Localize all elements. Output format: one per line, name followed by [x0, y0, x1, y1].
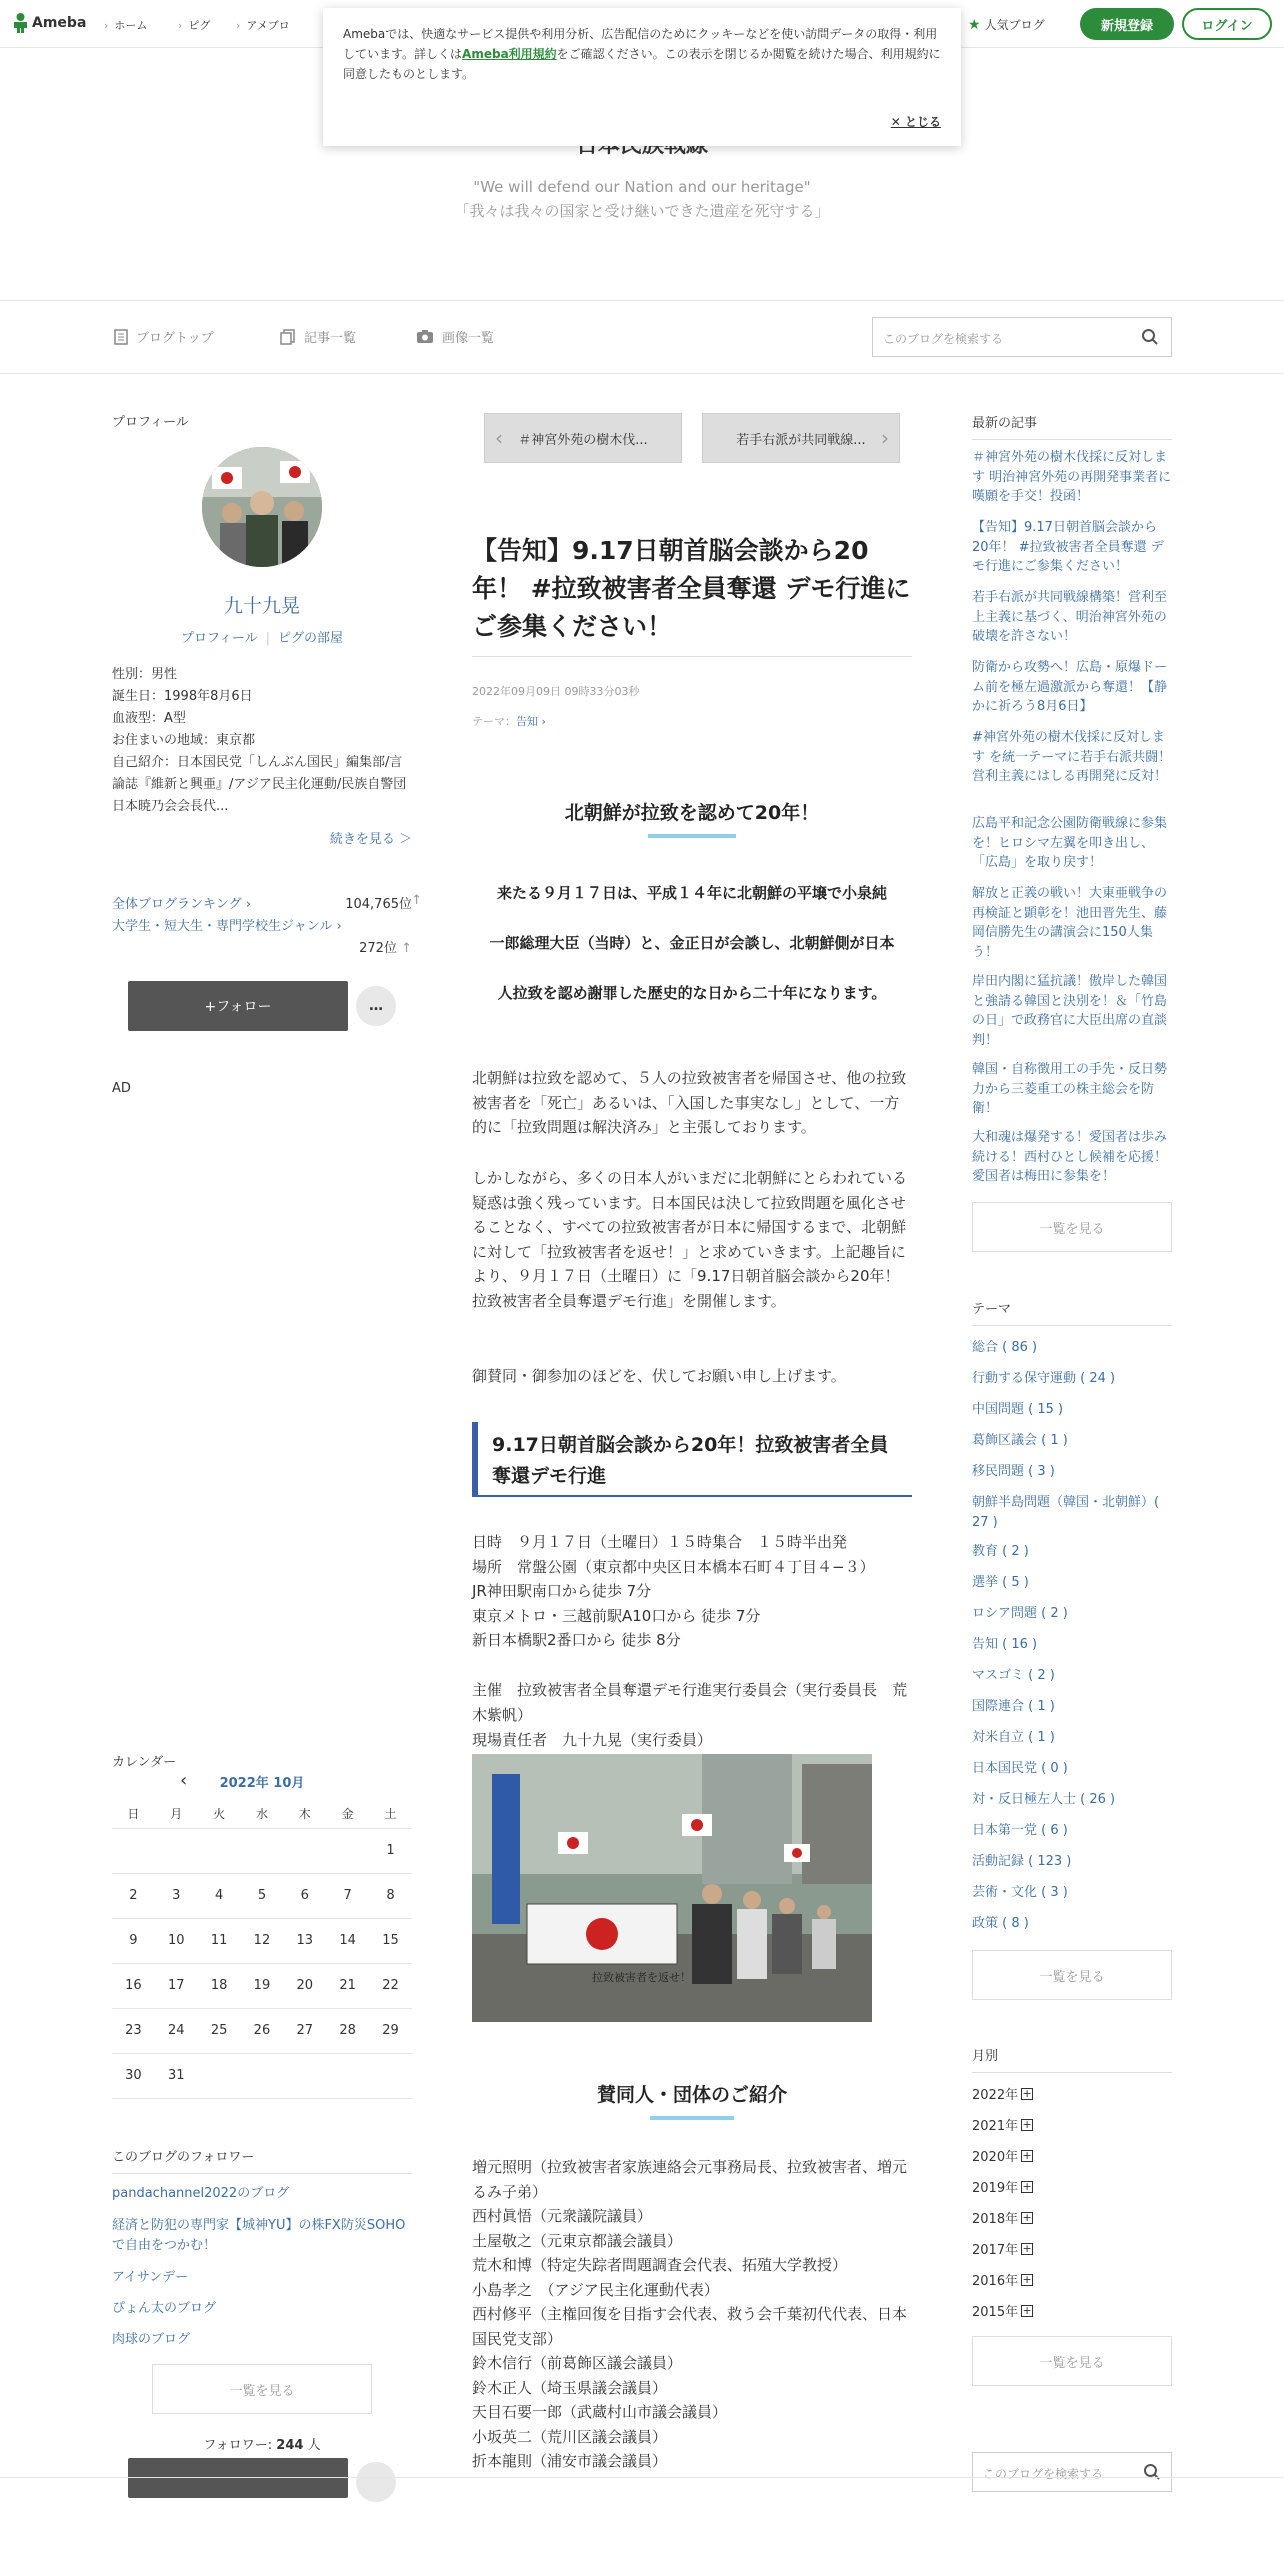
info-line: JR神田駅南口から徒歩 7分 — [472, 1582, 652, 1600]
recent-heading: 最新の記事 — [972, 412, 1172, 440]
document-icon — [114, 329, 128, 345]
weekday: 金 — [326, 1800, 369, 1828]
calendar-day: 20 — [283, 1963, 326, 2008]
tagline-ja: 「我々は我々の国家と受け継いできた遺産を死守する」 — [454, 202, 830, 220]
supporter: 西村修平（主権回復を目指す会代表、救う会千葉初代代表、日本国民党支部） — [472, 2305, 908, 2348]
theme-item[interactable]: マスゴミ ( 2 ) — [972, 1668, 1055, 1683]
theme-item[interactable]: 日本国民党 ( 0 ) — [972, 1761, 1068, 1776]
calendar-day: 7 — [326, 1873, 369, 1918]
theme-item[interactable]: 葛飾区議会 ( 1 ) — [972, 1433, 1068, 1448]
calendar-heading: カレンダー — [112, 1755, 177, 1770]
recent-item[interactable]: ＃神宮外苑の樹木伐採に反対します 明治神宮外苑の再開発事業者に嘆願を手交！投函！ — [972, 450, 1172, 504]
more-options-button[interactable]: … — [356, 986, 396, 1026]
avatar[interactable] — [202, 447, 322, 567]
archive-year[interactable]: 2019年 + — [972, 2179, 1032, 2196]
calendar-day: 11 — [198, 1918, 241, 1963]
more-options-button-bottom[interactable] — [356, 2462, 396, 2502]
organizer: 主催 拉致被害者全員奪還デモ行進実行委員会（実行委員長 荒木紫帆） — [472, 1681, 908, 1724]
event-heading: 9.17日朝首脳会談から20年！拉致被害者全員奪還デモ行進 — [472, 1422, 912, 1497]
ranking-overall-value: 104,765位 — [345, 897, 412, 912]
expand-icon[interactable]: + — [1022, 2148, 1032, 2162]
chevron-right-icon: › — [881, 426, 889, 450]
lead-line: 一郎総理大臣（当時）と、金正日が会談し、北朝鮮側が日本 — [489, 934, 895, 952]
theme-item[interactable]: 活動記録 ( 123 ) — [972, 1854, 1072, 1869]
weekday: 月 — [155, 1800, 198, 1828]
recent-item[interactable]: 防衛から攻勢へ！広島・原爆ドーム前を極左過激派から奪還！【静かに祈ろう8月6日】 — [972, 660, 1168, 714]
calendar-day: 30 — [112, 2053, 155, 2098]
profile-location: お住まいの地域：東京都 — [112, 733, 256, 748]
calendar-day: 9 — [112, 1918, 155, 1963]
expand-icon[interactable]: + — [1022, 2303, 1032, 2317]
calendar-day: 18 — [198, 1963, 241, 2008]
event-info — [472, 1530, 912, 1653]
info-line: 日時 ９月１７日（土曜日）１５時集合 １５時半出発 — [472, 1533, 848, 1551]
profile-link[interactable]: プロフィール — [180, 631, 258, 646]
recent-item[interactable]: 解放と正義の戦い！大東亜戦争の再検証と顕彰を！池田晋先生、藤岡信勝先生の講演会に150人集う！ — [972, 886, 1168, 960]
archive-year[interactable]: 2018年 + — [972, 2210, 1032, 2227]
follower-count: フォロワー: 244 人 — [203, 2438, 321, 2453]
recent-item[interactable]: 大和魂は爆発する！愛国者は歩み続ける！西村ひとし候補を応援！愛国者は梅田に参集を！ — [972, 1130, 1168, 1184]
calendar-day: 16 — [112, 1963, 155, 2008]
tagline-en: "We will defend our Nation and our heritage" — [473, 178, 811, 196]
recent-list-button[interactable]: 一覧を見る — [972, 1202, 1172, 1252]
calendar-day: 14 — [326, 1918, 369, 1963]
follower-item[interactable]: pandachannel2022のブログ — [112, 2186, 290, 2201]
blog-nav — [0, 300, 1284, 374]
theme-item[interactable]: 告知 ( 16 ) — [972, 1637, 1038, 1652]
lead-line: 人拉致を認め謝罪した歴史的な日から二十年になります。 — [497, 984, 887, 1002]
article-title[interactable]: 【告知】9.17日朝首脳会談から20年！ #拉致被害者全員奪還 デモ行進にご参集ください！ — [472, 536, 911, 641]
lead-heading: 北朝鮮が拉致を認めて20年！ — [564, 802, 820, 824]
crown-icon: ★ — [968, 16, 981, 33]
calendar-day: 24 — [155, 2008, 198, 2053]
archive-heading: 月別 — [972, 2045, 1172, 2073]
theme-item[interactable]: 移民問題 ( 3 ) — [972, 1464, 1055, 1479]
archive-list-button[interactable]: 一覧を見る — [972, 2336, 1172, 2386]
nav-home[interactable]: › ホーム — [104, 17, 147, 33]
calendar-day — [241, 2053, 284, 2098]
theme-item[interactable]: 国際連合 ( 1 ) — [972, 1699, 1055, 1714]
blog-search-input-bottom[interactable]: このブログを検索する — [972, 2452, 1172, 2492]
calendar-day: 21 — [326, 1963, 369, 2008]
profile-details — [112, 664, 412, 818]
calendar-day — [369, 2053, 412, 2098]
expand-icon[interactable]: + — [1022, 2117, 1032, 2131]
theme-item[interactable]: 日本第一党 ( 6 ) — [972, 1823, 1068, 1838]
copy-icon — [280, 329, 296, 345]
calendar-table — [112, 1800, 412, 2099]
camera-icon — [416, 329, 434, 344]
expand-icon[interactable]: + — [1022, 2179, 1032, 2193]
calendar-day: 13 — [283, 1918, 326, 1963]
calendar-day — [241, 1828, 284, 1873]
calendar-day: 17 — [155, 1963, 198, 2008]
ranking-overall-link[interactable]: 全体ブログランキング — [112, 897, 242, 912]
archive-year[interactable]: 2020年 + — [972, 2148, 1032, 2165]
follow-button[interactable]: +フォロー — [128, 981, 348, 1031]
cookie-notice — [323, 8, 961, 146]
prev-article-button[interactable]: ‹ ＃神宮外苑の樹木伐... — [484, 413, 682, 463]
svg-text:拉致被害者を返せ！: 拉致被害者を返せ！ — [592, 1971, 691, 1984]
ranking-genre-value: 272位 — [359, 941, 397, 956]
expand-icon[interactable]: + — [1022, 2086, 1032, 2100]
calendar-day: 15 — [369, 1918, 412, 1963]
supporters-list — [472, 2155, 912, 2474]
follower-item[interactable]: ぴょん太のブログ — [112, 2301, 217, 2316]
terms-link[interactable]: Ameba利用規約 — [462, 47, 557, 61]
supporter: 土屋敬之（元東京都議会議員） — [472, 2231, 683, 2250]
theme-item[interactable]: 対・反日極左人士 ( 26 ) — [972, 1792, 1116, 1807]
calendar-day — [112, 1828, 155, 1873]
supporter: 鈴木信行（前葛飾区議会議員） — [472, 2354, 683, 2372]
avatar-photo — [202, 447, 322, 567]
theme-item[interactable]: 朝鮮半島問題（韓国・北朝鮮）( 27 ) — [972, 1495, 1160, 1530]
theme-item[interactable]: 行動する保守運動 ( 24 ) — [972, 1371, 1116, 1386]
weekday: 水 — [241, 1800, 284, 1828]
expand-icon[interactable]: + — [1022, 2210, 1032, 2224]
recent-item[interactable]: 【告知】9.17日朝首脳会談から20年！ #拉致被害者全員奪還 デモ行進にご参集ください！ — [972, 520, 1164, 574]
theme-item[interactable]: 総合 ( 86 ) — [972, 1340, 1038, 1355]
demo-photo[interactable] — [472, 1754, 872, 2022]
calendar-day: 29 — [369, 2008, 412, 2053]
profile-links: プロフィール | ピグの部屋 — [180, 631, 344, 646]
supporters-underline — [650, 2116, 734, 2120]
blog-top-link[interactable]: ブログトップ — [114, 327, 214, 346]
calendar-day: 1 — [369, 1828, 412, 1873]
theme-item[interactable]: 選挙 ( 5 ) — [972, 1575, 1029, 1590]
weekday: 火 — [198, 1800, 241, 1828]
profile-heading: プロフィール — [112, 415, 189, 430]
bottom-divider — [0, 2477, 1284, 2478]
supporters-heading: 賛同人・団体のご紹介 — [596, 2084, 787, 2106]
supporter: 小島孝之 （アジア民主化運動代表） — [472, 2280, 719, 2299]
profile-intro: 自己紹介：日本国民党「しんぶん国民」編集部/言論誌『維新と興亜』/アジア民主化運動/民族自警団日本暁乃会会長代... — [112, 755, 407, 814]
close-icon: ✕ — [890, 115, 905, 129]
popular-blog-link[interactable]: ★ 人気ブログ — [968, 16, 1045, 33]
supporter: 鈴木正人（埼玉県議会議員） — [472, 2378, 668, 2397]
calendar-week — [112, 2053, 412, 2098]
expand-icon[interactable]: + — [1022, 2272, 1032, 2286]
themes-heading: テーマ — [972, 1298, 1172, 1326]
chevron-left-icon: ‹ — [495, 426, 503, 450]
lead-underline — [648, 834, 736, 838]
weekday: 日 — [112, 1800, 155, 1828]
signup-button[interactable]: 新規登録 — [1080, 8, 1174, 40]
calendar-day: 8 — [369, 1873, 412, 1918]
calendar-day — [326, 1828, 369, 1873]
calendar-day — [198, 1828, 241, 1873]
archive-year[interactable]: 2015年 + — [972, 2303, 1032, 2320]
ranking-genre-value-row: 272位 ↑ — [359, 941, 412, 956]
logo-text: Ameba — [32, 15, 87, 31]
theme-item[interactable]: 政策 ( 8 ) — [972, 1916, 1029, 1931]
theme-item[interactable]: 芸術・文化 ( 3 ) — [972, 1885, 1068, 1900]
info-line: 東京メトロ・三越前駅A10口から 徒歩 7分 — [472, 1606, 761, 1625]
calendar-day: 6 — [283, 1873, 326, 1918]
ameba-mark-icon — [12, 12, 29, 34]
follow-button-bottom[interactable] — [128, 2458, 348, 2498]
login-button[interactable]: ログイン — [1182, 8, 1272, 40]
archive-year[interactable]: 2022年 + — [972, 2086, 1032, 2103]
calendar-day: 19 — [241, 1963, 284, 2008]
calendar-day: 31 — [155, 2053, 198, 2098]
calendar-day: 25 — [198, 2008, 241, 2053]
recent-item[interactable]: 若手右派が共同戦線構築！営利至上主義に基づく、明治神宮外苑の破壊を許さない！ — [972, 590, 1168, 644]
follower-item[interactable]: アイサンデー — [112, 2270, 189, 2285]
calendar-week — [112, 1918, 412, 1963]
profile-more-link[interactable]: 続きを見る ＞ — [329, 832, 412, 847]
recent-item[interactable]: 広島平和記念公園防衛戦線に参集を！ヒロシマ左翼を叩き出し、「広島」を取り戻す！ — [972, 816, 1168, 870]
calendar-body — [112, 1828, 412, 2098]
calendar-day: 10 — [155, 1918, 198, 1963]
supporter: 折本龍則（浦安市議会議員） — [472, 2452, 668, 2470]
article-list-link[interactable]: 記事一覧 — [280, 327, 356, 346]
themes-list-button[interactable]: 一覧を見る — [972, 1950, 1172, 2000]
theme-item[interactable]: 対米自立 ( 1 ) — [972, 1730, 1055, 1745]
calendar-prev-button[interactable]: ‹ — [180, 1770, 188, 1791]
follower-item[interactable]: 肉球のブログ — [112, 2332, 191, 2347]
cookie-close-button[interactable]: ✕ とじる — [890, 115, 941, 129]
supporter: 小坂英二（荒川区議会議員） — [472, 2427, 668, 2446]
info-line: 場所 常盤公園（東京都中央区日本橋本石町４丁目４−３） — [472, 1557, 875, 1576]
cookie-text-1: Amebaでは、快適なサービス提供や利用分析、広告配信のためにクッキーなどを使い訪問データの取得・利用しています。詳しくは — [343, 27, 938, 61]
calendar-day: 2 — [112, 1873, 155, 1918]
cookie-text-2: をご確認ください。この表示を閉じるか閲覧を続けた場合、利用規約に同意したものとします。 — [343, 47, 941, 81]
calendar-day — [198, 2053, 241, 2098]
ranking-overall: 全体ブログランキング › 104,765位 ↑ — [112, 893, 422, 912]
pig-room-link[interactable]: ピグの部屋 — [278, 631, 344, 646]
calendar-week — [112, 1828, 412, 1873]
theme-item[interactable]: 教育 ( 2 ) — [972, 1544, 1029, 1559]
supporter: 天目石要一郎（武蔵村山市議会議員） — [472, 2403, 728, 2421]
supporter: 増元照明（拉致被害者家族連絡会元事務局長、拉致被害者、増元るみ子弟） — [472, 2158, 908, 2201]
theme-link[interactable]: 告知 — [516, 715, 538, 728]
calendar-day: 3 — [155, 1873, 198, 1918]
archive-year[interactable]: 2017年 + — [972, 2241, 1032, 2258]
calendar-weekdays — [112, 1800, 412, 1828]
calendar-week — [112, 1963, 412, 2008]
theme-item[interactable]: ロシア問題 ( 2 ) — [972, 1606, 1068, 1621]
demo-photo-image — [472, 1754, 872, 2022]
profile-birthday: 誕生日：1998年8月6日 — [112, 689, 253, 704]
nav-pig[interactable]: › ピグ — [178, 17, 210, 33]
calendar-day: 12 — [241, 1918, 284, 1963]
lead-line: 来たる９月１７日は、平成１４年に北朝鮮の平壌で小泉純 — [496, 884, 887, 902]
info-line: 新日本橋駅2番口から 徒歩 8分 — [472, 1631, 681, 1649]
search-icon[interactable] — [1143, 2463, 1161, 2481]
profile-blood-type: 血液型：A型 — [112, 711, 186, 726]
supporter: 西村眞悟（元衆議院議員） — [472, 2207, 653, 2225]
calendar-day: 22 — [369, 1963, 412, 2008]
calendar-day — [155, 1828, 198, 1873]
follower-item[interactable]: 経済と防犯の専門家【城神YU】の株FX防災SOHOで自由をつかむ！ — [112, 2218, 406, 2253]
theme-item[interactable]: 中国問題 ( 15 ) — [972, 1402, 1064, 1417]
calendar-day: 23 — [112, 2008, 155, 2053]
calendar-month: 2022年 10月 — [219, 1776, 305, 1791]
calendar-day: 5 — [241, 1873, 284, 1918]
followers-list-button[interactable]: 一覧を見る — [152, 2364, 372, 2414]
next-article-button[interactable]: 若手右派が共同戦線... › — [702, 413, 900, 463]
manager: 現場責任者 九十九晃（実行委員） — [472, 1731, 713, 1749]
archive-year[interactable]: 2021年 + — [972, 2117, 1032, 2134]
calendar-day: 27 — [283, 2008, 326, 2053]
ranking-genre: 大学生・短大生・専門学校生ジャンル › — [112, 919, 342, 934]
body-paragraph: 北朝鮮は拉致を認めて、５人の拉致被害者を帰国させ、他の拉致被害者を「死亡」あるいは、「入国した事実なし」として、一方的に「拉致問題は解決済み」と主張しております。 — [472, 1069, 907, 1136]
supporter: 荒木和博（特定失踪者問題調査会代表、拓殖大学教授） — [472, 2256, 848, 2274]
ad-label: AD — [112, 1081, 131, 1096]
calendar-day — [283, 1828, 326, 1873]
article-date: 2022年09月09日 09時33分03秒 — [472, 685, 640, 698]
calendar-week — [112, 1873, 412, 1918]
blog-search-input[interactable]: このブログを検索する — [872, 317, 1172, 357]
weekday: 土 — [369, 1800, 412, 1828]
calendar-day — [283, 2053, 326, 2098]
calendar-day: 4 — [198, 1873, 241, 1918]
calendar-week — [112, 2008, 412, 2053]
recent-item[interactable]: 韓国・自称徴用工の手先・反日勢力から三菱重工の株主総会を防衛！ — [972, 1062, 1168, 1116]
article-theme: テーマ：告知 › — [472, 715, 546, 728]
ranking-genre-link[interactable]: 大学生・短大生・専門学校生ジャンル — [112, 919, 333, 934]
recent-item[interactable]: 岸田内閣に猛抗議！傲岸した韓国と強請る韓国と決別を！＆「竹島の日」で政務官に大臣出席の直談判！ — [972, 974, 1168, 1048]
expand-icon[interactable]: + — [1022, 2241, 1032, 2255]
body-paragraph: 御賛同・御参加のほどを、伏してお願い申し上げます。 — [472, 1367, 846, 1385]
title-divider — [472, 656, 912, 657]
search-icon[interactable] — [1141, 328, 1159, 346]
calendar-day — [326, 2053, 369, 2098]
weekday: 木 — [283, 1800, 326, 1828]
image-list-link[interactable]: 画像一覧 — [416, 327, 494, 346]
calendar-day: 28 — [326, 2008, 369, 2053]
nav-ameblo[interactable]: › アメブロ — [236, 17, 290, 33]
archive-year[interactable]: 2016年 + — [972, 2272, 1032, 2289]
followers-heading: このブログのフォロワー — [112, 2146, 412, 2174]
ameba-logo[interactable] — [12, 12, 86, 34]
body-paragraph: しかしながら、多くの日本人がいまだに北朝鮮にとらわれている疑惑は強く残っています。日本国民は決して拉致問題を風化させることなく、すべての拉致被害者が日本に帰国するまで、北朝鮮に対して「拉致被害者を返せ！」と求めていきます。上記趣旨により、９月１７日（土曜日）に「9.17日朝首脳会談から20年！拉致被害者全員奪還デモ行進」を開催します。 — [472, 1169, 908, 1310]
calendar-day: 26 — [241, 2008, 284, 2053]
profile-name[interactable]: 九十九晃 — [223, 595, 300, 617]
profile-gender: 性別：男性 — [112, 667, 178, 682]
recent-item[interactable]: #神宮外苑の樹木伐採に反対します を統一テーマに若手右派共闘！営利主義にはしる再開発に反対！ — [972, 730, 1172, 784]
